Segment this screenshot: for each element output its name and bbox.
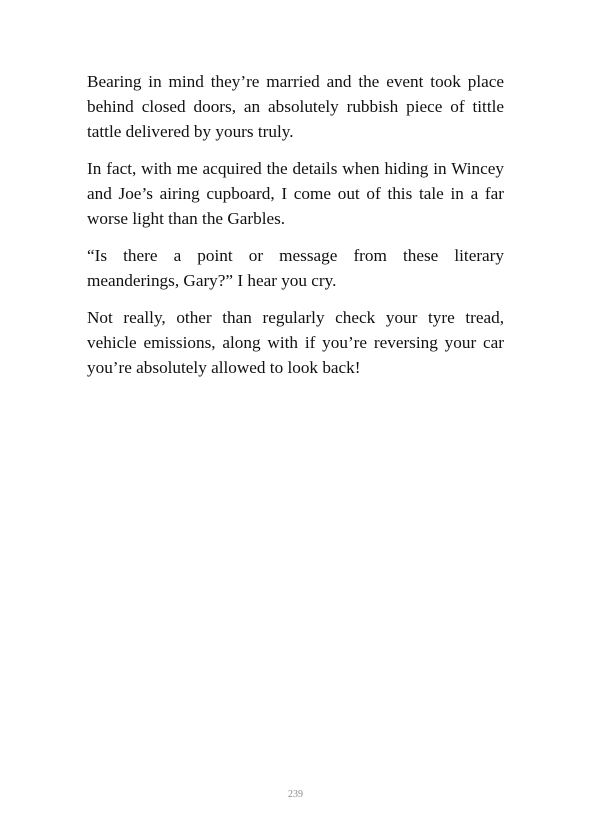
- body-text: [87, 69, 504, 392]
- paragraph-2: In fact, with me acquired the details when hiding in Wincey and Joe’s airing cupboard, I come out of this tale in a far worse light than the Garbles.: [87, 159, 504, 228]
- page-number: 239: [288, 789, 303, 800]
- paragraph-4: Not really, other than regularly check your tyre tread, vehicle emissions, along with if you’re reversing your car you’re absolutely allowed to look back!: [87, 308, 504, 377]
- paragraph-3: “Is there a point or message from these literary meanderings, Gary?” I hear you cry.: [87, 246, 504, 290]
- paragraph-1: Bearing in mind they’re married and the event took place behind closed doors, an absolutely rubbish piece of tittle tattle delivered by yours truly.: [87, 72, 504, 141]
